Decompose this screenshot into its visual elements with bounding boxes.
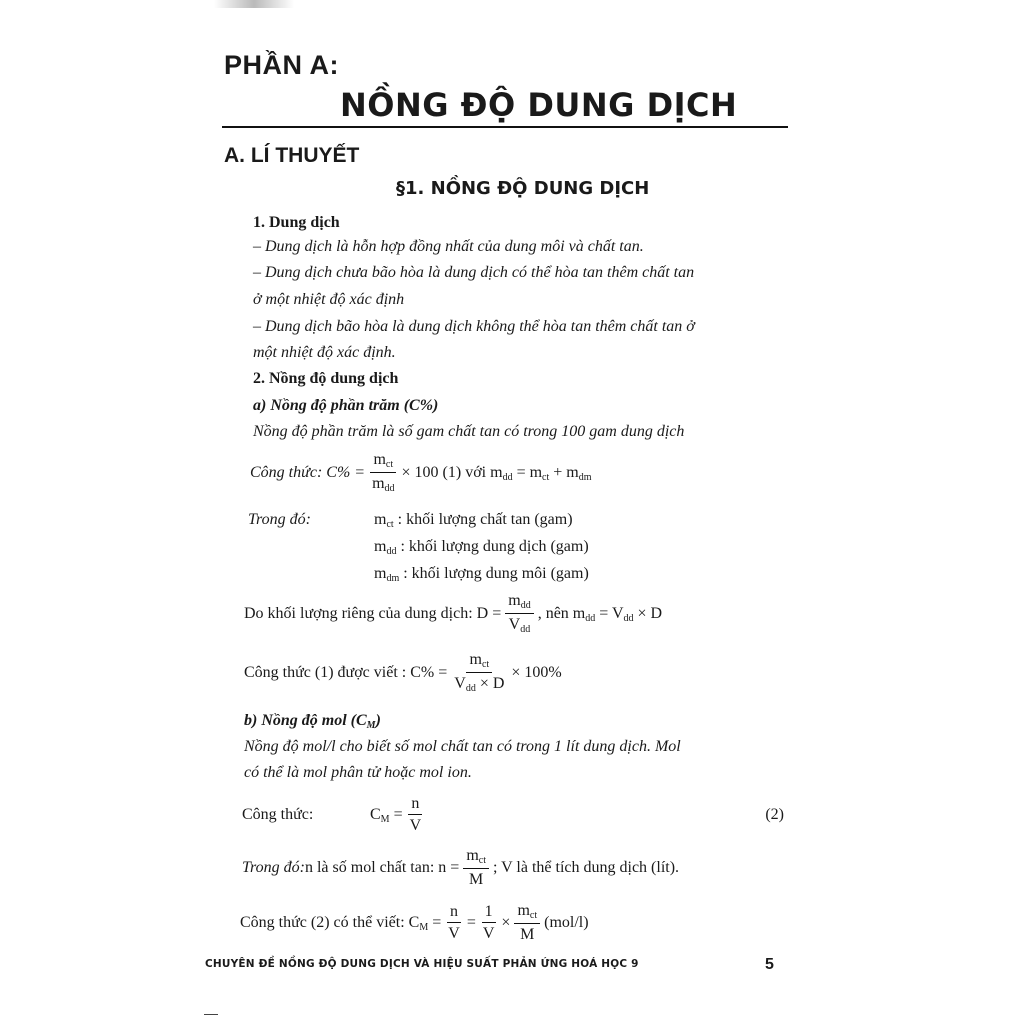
footer-book-title: CHUYÊN ĐỀ NỒNG ĐỘ DUNG DỊCH VÀ HIỆU SUẤT PHẢN ỨNG HOÁ HỌC 9 xyxy=(205,958,639,970)
part-label: PHẦN A: xyxy=(224,50,339,80)
page-number: 5 xyxy=(765,956,774,973)
formula-moles: Trong đó: n là số mol chất tan: n = $\frac{m_{ct}}{M}$ ; V là thể tích dung dịch (lít). xyxy=(242,847,680,888)
paragraph-line: – Dung dịch chưa bão hòa là dung dịch có thể hòa tan thêm chất tan xyxy=(253,264,695,281)
equation-number: (2) xyxy=(765,806,784,823)
definition-item: $m_{dm}$ : khối lượng dung môi (gam) xyxy=(374,565,589,584)
fraction: $\frac{m_{dd}}{V_{dd}}$ xyxy=(505,593,533,635)
subheading-molar-concentration: b) Nồng độ mol $(C_M)$ xyxy=(244,712,381,731)
definition-item: $m_{ct}$ : khối lượng chất tan (gam) xyxy=(374,511,573,530)
paragraph-line: một nhiệt độ xác định. xyxy=(253,344,396,361)
paragraph-line: ở một nhiệt độ xác định xyxy=(253,291,405,308)
paragraph-line: Nồng độ phần trăm là số gam chất tan có trong 100 gam dung dịch xyxy=(253,423,685,440)
fraction: $\frac{n}{V}$ xyxy=(409,795,422,834)
paragraph-line: – Dung dịch là hỗn hợp đồng nhất của dung môi và chất tan. xyxy=(253,238,644,255)
subheading-concentration: 2. Nồng độ dung dịch xyxy=(253,370,399,387)
formula-molar-rewritten: Công thức (2) có thể viết: $C_M$ = $\frac{n}{V}$ = $\frac{1}{V}$ × $\frac{m_{ct}}{M}$ (mol/l) xyxy=(240,902,589,943)
fraction: $\frac{m_{ct}}{V_{dd} \times D}$ xyxy=(454,651,505,694)
fraction: $\frac{m_{ct}}{m_{dd}}$ xyxy=(372,451,395,494)
fraction: $\frac{1}{V}$ xyxy=(482,903,495,942)
section-heading-theory: A. LÍ THUYẾT xyxy=(224,144,360,167)
formula-molar: Công thức: $C_M$ = $\frac{n}{V}$ (2) xyxy=(242,795,784,834)
subheading-solution: 1. Dung dịch xyxy=(253,214,340,231)
document-title: NỒNG ĐỘ DUNG DỊCH xyxy=(340,86,738,124)
formula-percent-rewritten: Công thức (1) được viết : C% = $\frac{m_{ct}}{V_{dd} \times D}$ × 100% xyxy=(244,651,562,694)
fraction: $\frac{m_{ct}}{M}$ xyxy=(514,903,540,943)
formula-density: Do khối lượng riêng của dung dịch: D = $\frac{m_{dd}}{V_{dd}}$ , nên $m_{dd} = V_{dd} \times D$ xyxy=(244,592,663,635)
definition-item: $m_{dd}$ : khối lượng dung dịch (gam) xyxy=(374,538,589,557)
formula-percent: Công thức: C% = $\frac{m_{ct}}{m_{dd}}$ × 100 (1) với $m_{dd} = m_{ct} + m_{dm}$ xyxy=(250,451,592,494)
section-heading-1: §1. NỒNG ĐỘ DUNG DỊCH xyxy=(396,178,650,199)
fraction: $\frac{n}{V}$ xyxy=(448,903,460,942)
fraction: $\frac{m_{ct}}{M}$ xyxy=(463,848,489,888)
scan-smudge xyxy=(214,0,294,8)
where-label: Trong đó: xyxy=(248,511,311,528)
subheading-percent-concentration: a) Nồng độ phần trăm (C%) xyxy=(253,397,439,414)
scan-mark xyxy=(204,1014,218,1015)
paragraph-line: Nồng độ mol/l cho biết số mol chất tan có trong 1 lít dung dịch. Mol xyxy=(244,738,681,755)
paragraph-line: – Dung dịch bão hòa là dung dịch không thể hòa tan thêm chất tan ở xyxy=(253,318,695,335)
paragraph-line: có thể là mol phân tử hoặc mol ion. xyxy=(244,764,472,781)
title-rule xyxy=(222,126,788,128)
